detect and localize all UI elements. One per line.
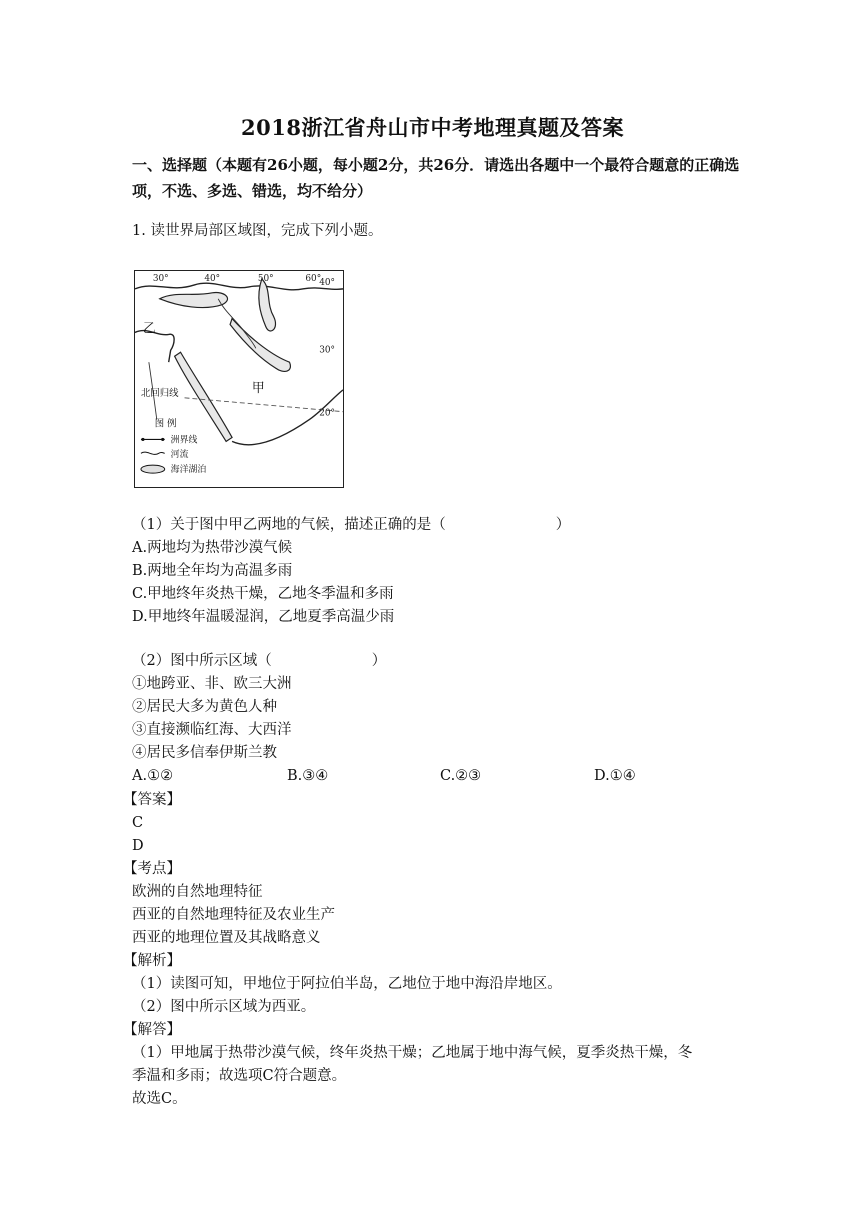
jieda-3: 故选C。 xyxy=(132,1091,187,1107)
jiexi-2: （2）图中所示区域为西亚。 xyxy=(132,999,316,1015)
answer-2: D xyxy=(132,838,144,854)
answer-heading: 【答案】 xyxy=(123,792,181,808)
lon-label-30: 30° xyxy=(152,273,169,284)
sub1-stem-text: （1）关于图中甲乙两地的气候，描述正确的是（ xyxy=(132,517,446,533)
kaodian-heading: 【考点】 xyxy=(123,861,181,877)
legend-river-label: 河流 xyxy=(170,450,189,461)
sub1-option-c: C.甲地终年炎热干燥，乙地冬季温和多雨 xyxy=(132,586,394,602)
sub2-statement-1: ①地跨亚、非、欧三大洲 xyxy=(132,676,292,692)
lon-label-60: 60° xyxy=(305,273,322,284)
sub1-stem xyxy=(132,515,570,535)
coast-north xyxy=(135,283,343,290)
kaodian-3: 西亚的地理位置及其战略意义 xyxy=(132,930,321,946)
red-sea-shape xyxy=(175,352,232,441)
black-sea-shape xyxy=(160,293,228,308)
sub2-statement-2: ②居民大多为黄色人种 xyxy=(132,699,277,715)
place-label-yi: 乙 xyxy=(142,321,156,337)
sub2-option-c: C.②③ xyxy=(440,768,482,784)
sub2-stem-text: （2）图中所示区域（ xyxy=(132,653,272,669)
legend-water-label: 海洋湖泊 xyxy=(170,465,207,476)
place-label-jia: 甲 xyxy=(251,380,265,396)
jiexi-1: （1）读图可知，甲地位于阿拉伯半岛，乙地位于地中海沿岸地区。 xyxy=(132,976,562,992)
sub2-option-a: A.①② xyxy=(132,768,174,784)
map-legend xyxy=(141,418,206,476)
legend-boundary-label: 洲界线 xyxy=(170,435,198,446)
sub2-statement-4: ④居民多信奉伊斯兰教 xyxy=(132,745,277,761)
page-title: 2018浙江省舟山市中考地理真题及答案 xyxy=(241,115,624,140)
lon-label-40: 40° xyxy=(204,273,221,284)
map-svg xyxy=(135,271,343,487)
jieda-2: 季温和多雨；故选项C符合题意。 xyxy=(132,1068,347,1084)
persian-gulf-shape xyxy=(230,319,290,372)
kaodian-2: 西亚的自然地理特征及农业生产 xyxy=(132,907,335,923)
section-heading: 一、选择题（本题有26小题，每小题2分，共26分．请选出各题中一个最符合题意的正确选项，不选、多选、错选，均不给分） xyxy=(132,156,740,200)
sub2-statement-3: ③直接濒临红海、大西洋 xyxy=(132,722,292,738)
lat-label-40: 40° xyxy=(319,277,336,288)
kaodian-1: 欧洲的自然地理特征 xyxy=(132,884,263,900)
map-figure xyxy=(134,270,344,488)
answer-1: C xyxy=(132,815,144,831)
sub2-stem xyxy=(132,651,386,671)
jieda-1: （1）甲地属于热带沙漠气候，终年炎热干燥；乙地属于地中海气候，夏季炎热干燥，冬 xyxy=(132,1045,693,1061)
jieda-heading: 【解答】 xyxy=(123,1022,181,1038)
sub1-option-a: A.两地均为热带沙漠气候 xyxy=(132,540,293,556)
sub2-stem-close: ） xyxy=(371,653,387,669)
lat-label-20: 20° xyxy=(319,408,336,419)
tropic-label: 北回归线 xyxy=(140,387,179,399)
sub1-stem-close: ） xyxy=(555,517,571,533)
sub1-option-b: B.两地全年均为高温多雨 xyxy=(132,563,293,579)
sub2-option-d: D.①④ xyxy=(594,768,636,784)
question-intro: 1. 读世界局部区域图，完成下列小题。 xyxy=(132,223,383,239)
sub1-option-d: D.甲地终年温暖湿润，乙地夏季高温少雨 xyxy=(132,609,395,625)
legend-river-symbol xyxy=(141,452,165,454)
lat-label-30: 30° xyxy=(319,345,336,356)
legend-title: 图 例 xyxy=(154,418,177,430)
jiexi-heading: 【解析】 xyxy=(123,953,181,969)
legend-water-symbol xyxy=(141,465,165,473)
sub2-option-b: B.③④ xyxy=(287,768,329,784)
lon-label-50: 50° xyxy=(257,273,274,284)
